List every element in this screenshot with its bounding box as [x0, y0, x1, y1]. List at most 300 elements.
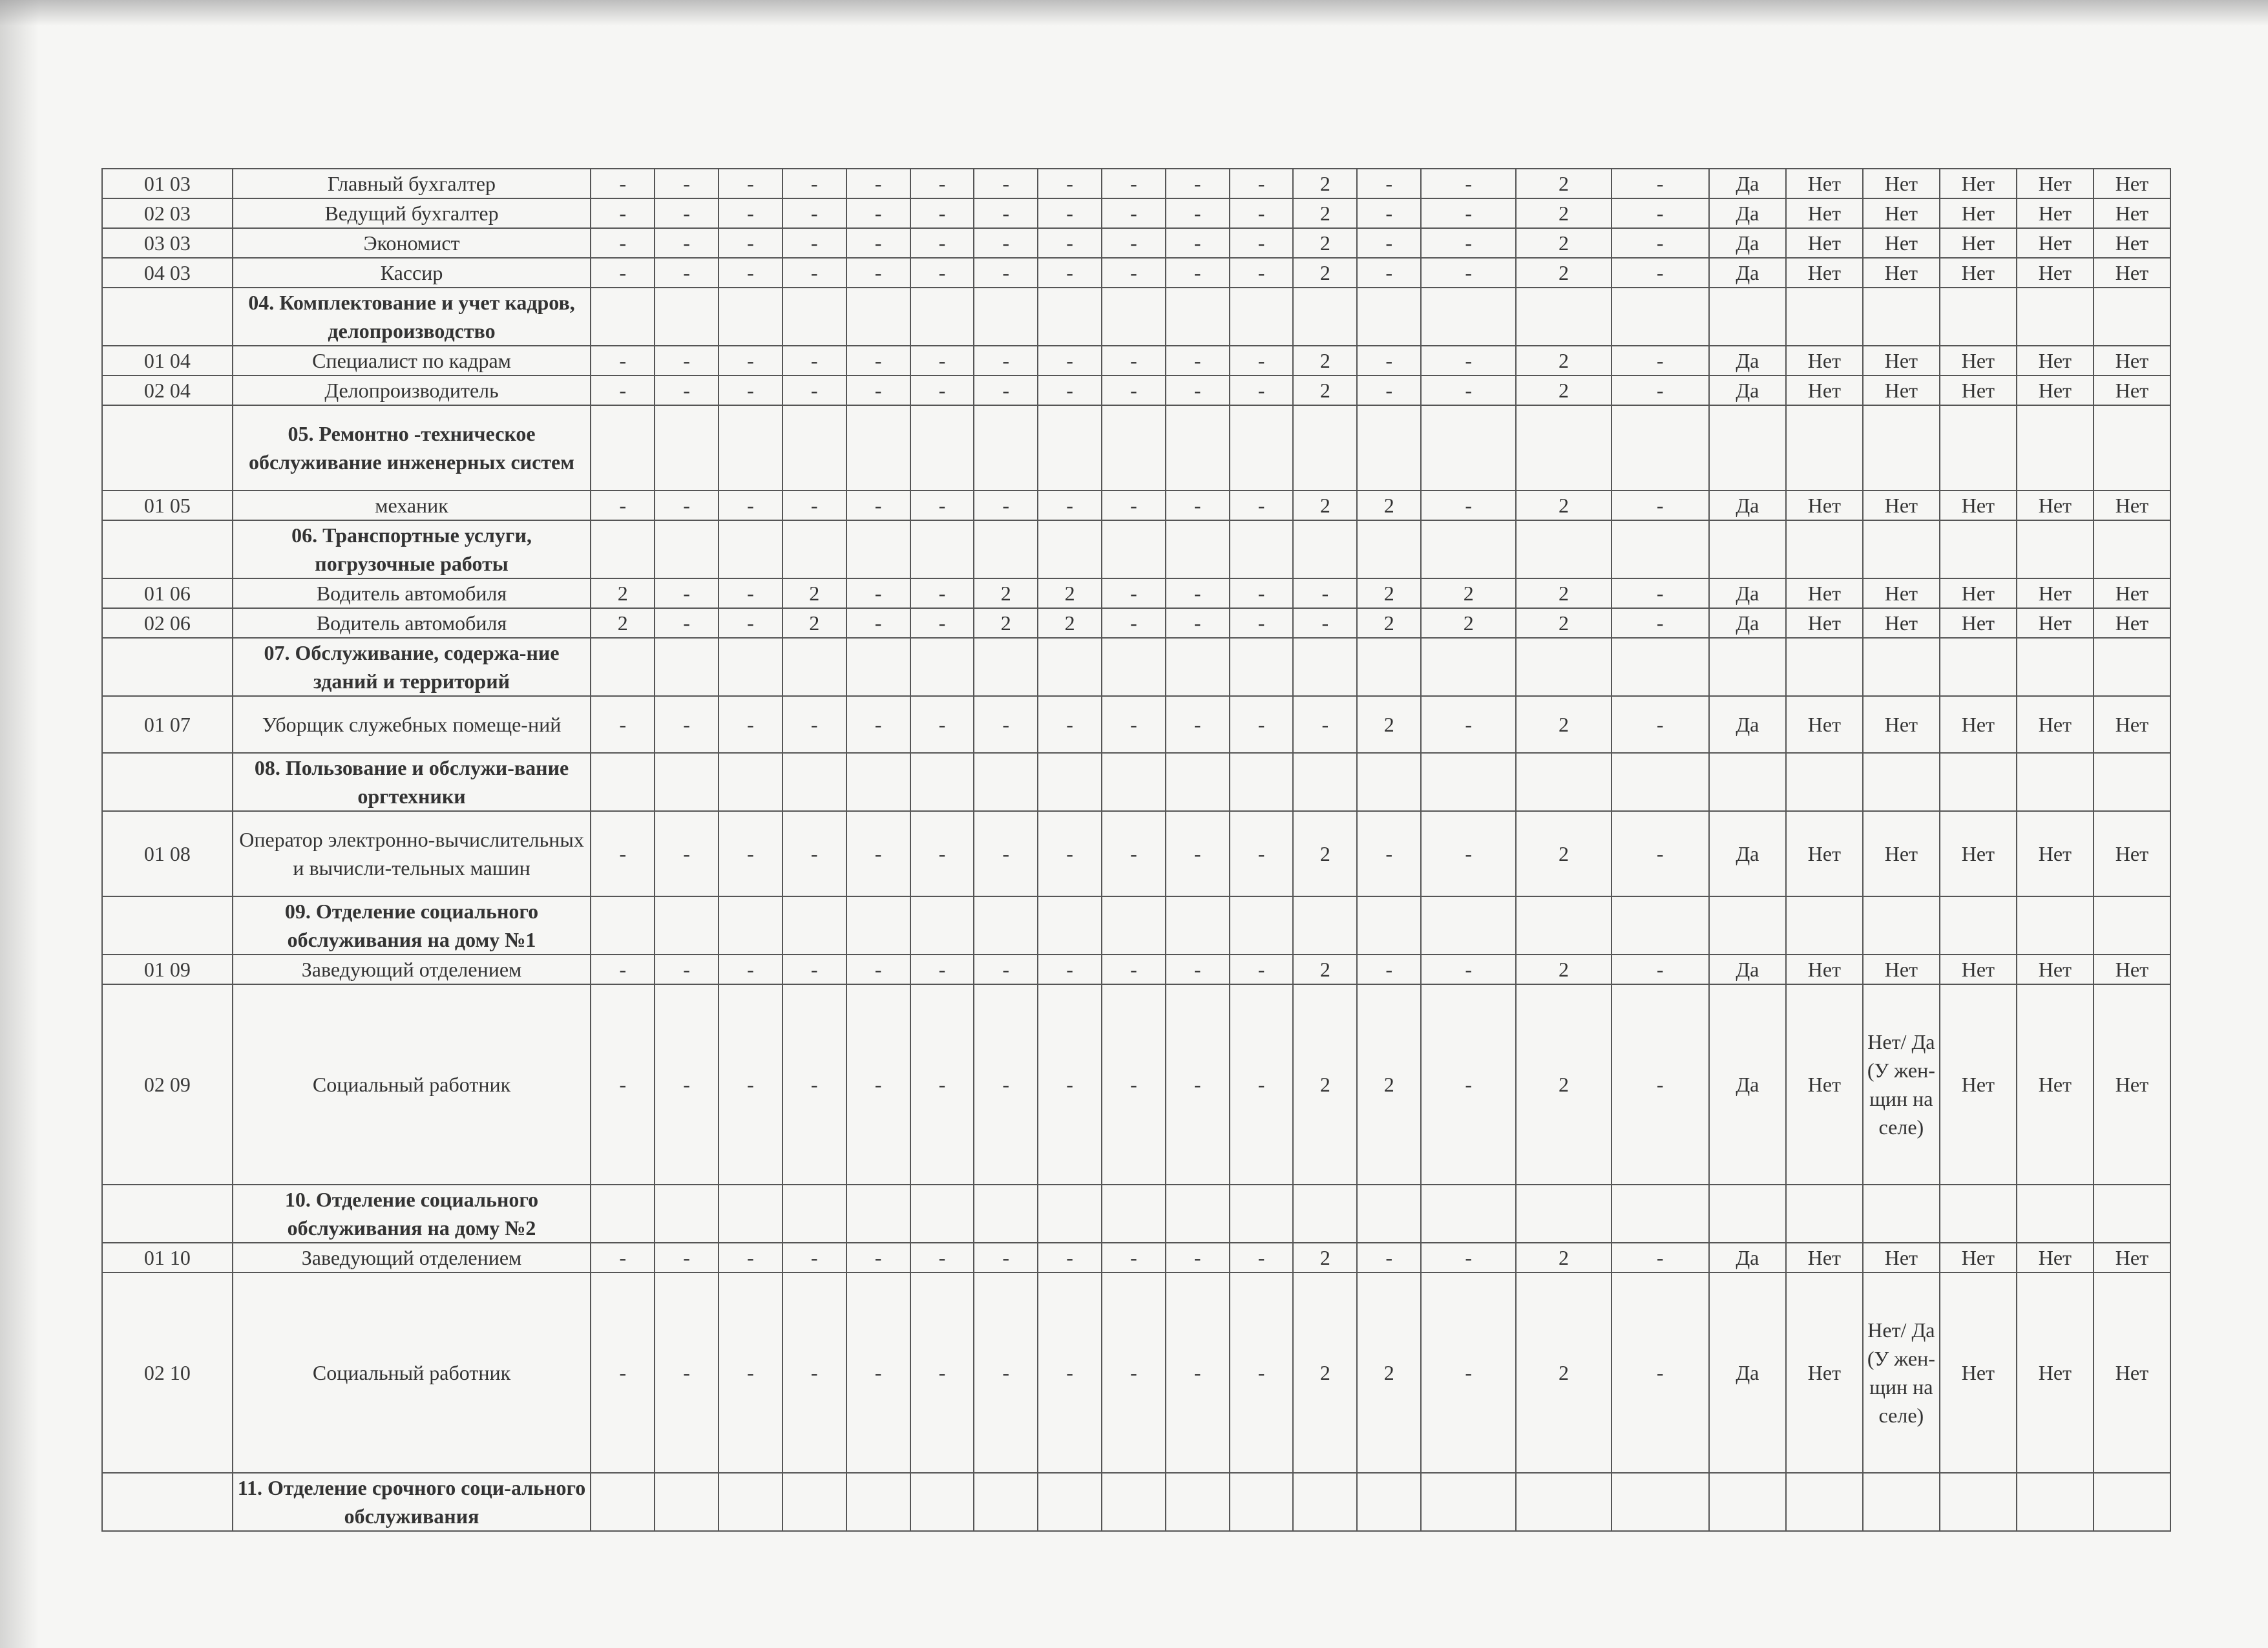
position-name: Ведущий бухгалтер — [233, 198, 591, 228]
value-cell: Нет — [1863, 578, 1940, 608]
row-code: 01 05 — [102, 491, 233, 520]
row-code: 01 06 — [102, 578, 233, 608]
value-cell: Да — [1709, 491, 1786, 520]
value-cell: Нет — [2017, 984, 2094, 1185]
value-cell: Нет — [1863, 169, 1940, 198]
value-cell: - — [655, 811, 719, 896]
value-cell — [1863, 1185, 1940, 1243]
value-cell: Нет — [1863, 608, 1940, 638]
value-cell — [974, 638, 1038, 696]
value-cell — [1612, 288, 1709, 346]
value-cell — [782, 753, 846, 811]
position-name: Экономист — [233, 228, 591, 258]
value-cell: Нет — [1940, 578, 2017, 608]
value-cell — [1516, 288, 1611, 346]
position-name: Водитель автомобиля — [233, 608, 591, 638]
value-cell — [1863, 753, 1940, 811]
value-cell — [1940, 753, 2017, 811]
value-cell: Да — [1709, 1243, 1786, 1273]
position-name: Водитель автомобиля — [233, 578, 591, 608]
value-cell: - — [655, 198, 719, 228]
value-cell — [1357, 1185, 1421, 1243]
value-cell — [1038, 1185, 1102, 1243]
value-cell — [1102, 753, 1166, 811]
value-cell: - — [591, 1243, 655, 1273]
value-cell: Нет — [1863, 696, 1940, 753]
section-title: 05. Ремонтно -техническое обслуживание инженерных систем — [233, 405, 591, 491]
value-cell — [1166, 520, 1230, 578]
value-cell: - — [1612, 346, 1709, 375]
value-cell: - — [1357, 811, 1421, 896]
value-cell — [846, 520, 910, 578]
value-cell — [1230, 753, 1294, 811]
value-cell — [846, 896, 910, 955]
value-cell — [1102, 520, 1166, 578]
value-cell: - — [655, 696, 719, 753]
value-cell — [910, 1473, 974, 1531]
value-cell — [974, 405, 1038, 491]
value-cell: - — [1421, 811, 1516, 896]
value-cell — [910, 405, 974, 491]
value-cell: - — [910, 811, 974, 896]
value-cell — [719, 288, 782, 346]
value-cell: - — [846, 811, 910, 896]
value-cell — [1166, 288, 1230, 346]
value-cell — [910, 520, 974, 578]
value-cell — [1357, 753, 1421, 811]
value-cell — [1357, 405, 1421, 491]
row-code: 02 10 — [102, 1273, 233, 1473]
value-cell: Нет — [1786, 984, 1863, 1185]
value-cell — [974, 288, 1038, 346]
value-cell: - — [1102, 984, 1166, 1185]
value-cell: - — [846, 608, 910, 638]
value-cell: 2 — [1516, 491, 1611, 520]
value-cell — [1230, 1473, 1294, 1531]
value-cell: - — [846, 228, 910, 258]
value-cell: - — [1421, 491, 1516, 520]
value-cell: Да — [1709, 984, 1786, 1185]
value-cell: - — [1166, 346, 1230, 375]
value-cell: - — [1612, 578, 1709, 608]
value-cell — [719, 638, 782, 696]
row-code: 01 03 — [102, 169, 233, 198]
value-cell: - — [782, 1273, 846, 1473]
position-name: Главный бухгалтер — [233, 169, 591, 198]
value-cell — [1421, 753, 1516, 811]
value-cell: - — [1102, 258, 1166, 288]
position-name: Делопроизводитель — [233, 375, 591, 405]
value-cell — [974, 753, 1038, 811]
value-cell — [655, 753, 719, 811]
value-cell — [1612, 638, 1709, 696]
value-cell: - — [974, 169, 1038, 198]
value-cell: - — [1166, 811, 1230, 896]
value-cell: 2 — [1516, 169, 1611, 198]
value-cell: - — [846, 169, 910, 198]
section-row — [102, 405, 2170, 491]
value-cell: - — [1357, 1243, 1421, 1273]
value-cell: 2 — [1357, 578, 1421, 608]
value-cell: 2 — [1293, 198, 1357, 228]
value-cell: - — [1038, 696, 1102, 753]
value-cell: Нет — [1786, 696, 1863, 753]
value-cell — [1038, 896, 1102, 955]
value-cell — [846, 638, 910, 696]
value-cell: - — [591, 169, 655, 198]
value-cell: Да — [1709, 811, 1786, 896]
value-cell — [1421, 1185, 1516, 1243]
value-cell — [1357, 520, 1421, 578]
section-title: 06. Транспортные услуги, погрузочные работы — [233, 520, 591, 578]
value-cell: Нет — [1786, 375, 1863, 405]
value-cell — [2094, 405, 2170, 491]
table-row — [102, 346, 2170, 375]
value-cell: - — [1038, 955, 1102, 984]
value-cell: - — [846, 696, 910, 753]
value-cell: - — [1612, 375, 1709, 405]
value-cell: - — [1038, 1273, 1102, 1473]
value-cell: 2 — [1038, 578, 1102, 608]
value-cell: - — [591, 375, 655, 405]
value-cell: - — [910, 346, 974, 375]
value-cell: - — [1612, 228, 1709, 258]
row-code: 02 03 — [102, 198, 233, 228]
value-cell: - — [974, 955, 1038, 984]
value-cell: 2 — [1357, 1273, 1421, 1473]
position-name: Социальный работник — [233, 1273, 591, 1473]
value-cell: - — [591, 811, 655, 896]
value-cell — [1102, 405, 1166, 491]
value-cell: Нет — [1863, 811, 1940, 896]
value-cell: - — [719, 1243, 782, 1273]
table-row — [102, 228, 2170, 258]
value-cell — [1940, 288, 2017, 346]
value-cell: - — [1102, 608, 1166, 638]
value-cell: Нет — [1786, 346, 1863, 375]
section-title: 10. Отделение социального обслуживания на дому №2 — [233, 1185, 591, 1243]
value-cell: - — [1293, 578, 1357, 608]
value-cell: - — [1166, 228, 1230, 258]
value-cell: - — [719, 955, 782, 984]
value-cell: - — [719, 984, 782, 1185]
table-row — [102, 578, 2170, 608]
value-cell — [2094, 520, 2170, 578]
value-cell: 2 — [782, 608, 846, 638]
value-cell: - — [1357, 228, 1421, 258]
value-cell — [910, 288, 974, 346]
value-cell — [2017, 1473, 2094, 1531]
value-cell: - — [719, 578, 782, 608]
value-cell: 2 — [1516, 346, 1611, 375]
row-code — [102, 896, 233, 955]
value-cell — [1709, 288, 1786, 346]
value-cell: Да — [1709, 198, 1786, 228]
value-cell: Нет — [1786, 1243, 1863, 1273]
value-cell: - — [1102, 198, 1166, 228]
value-cell — [2017, 1185, 2094, 1243]
value-cell: 2 — [591, 578, 655, 608]
value-cell — [1863, 1473, 1940, 1531]
value-cell: 2 — [1516, 1273, 1611, 1473]
table-row — [102, 258, 2170, 288]
value-cell: - — [974, 258, 1038, 288]
value-cell: Нет — [2017, 198, 2094, 228]
value-cell: - — [591, 258, 655, 288]
value-cell: Нет — [2017, 1273, 2094, 1473]
value-cell: - — [1612, 811, 1709, 896]
value-cell: - — [1166, 608, 1230, 638]
position-name: Заведующий отделением — [233, 1243, 591, 1273]
value-cell: - — [1421, 696, 1516, 753]
value-cell: - — [655, 1273, 719, 1473]
value-cell: 2 — [1293, 491, 1357, 520]
value-cell: - — [1038, 198, 1102, 228]
value-cell — [910, 1185, 974, 1243]
value-cell: Нет — [1786, 1273, 1863, 1473]
value-cell: - — [1166, 258, 1230, 288]
value-cell — [1709, 753, 1786, 811]
value-cell: - — [655, 578, 719, 608]
section-title: 11. Отделение срочного соци-ального обслуживания — [233, 1473, 591, 1531]
value-cell: - — [846, 375, 910, 405]
section-title: 04. Комплектование и учет кадров, делопроизводство — [233, 288, 591, 346]
value-cell: - — [846, 1243, 910, 1273]
value-cell — [1786, 405, 1863, 491]
value-cell: Нет — [2017, 491, 2094, 520]
value-cell — [1293, 405, 1357, 491]
row-code — [102, 638, 233, 696]
value-cell: Нет — [1786, 608, 1863, 638]
value-cell: - — [591, 198, 655, 228]
value-cell — [782, 896, 846, 955]
row-code — [102, 520, 233, 578]
value-cell: 2 — [1357, 696, 1421, 753]
value-cell — [1102, 288, 1166, 346]
value-cell: - — [782, 955, 846, 984]
value-cell: Да — [1709, 228, 1786, 258]
value-cell — [1612, 753, 1709, 811]
value-cell: 2 — [1516, 375, 1611, 405]
value-cell: Нет — [2017, 608, 2094, 638]
value-cell: - — [974, 375, 1038, 405]
value-cell — [1038, 288, 1102, 346]
value-cell: - — [655, 1243, 719, 1273]
value-cell: - — [655, 258, 719, 288]
value-cell: - — [846, 198, 910, 228]
value-cell: 2 — [1516, 1243, 1611, 1273]
value-cell: Нет — [2094, 696, 2170, 753]
value-cell: - — [591, 696, 655, 753]
value-cell: - — [1230, 491, 1294, 520]
value-cell: - — [974, 696, 1038, 753]
value-cell: - — [591, 1273, 655, 1473]
value-cell — [1516, 896, 1611, 955]
value-cell: - — [846, 578, 910, 608]
value-cell: - — [1038, 1243, 1102, 1273]
value-cell — [2094, 1185, 2170, 1243]
table-row — [102, 1243, 2170, 1273]
value-cell: 2 — [591, 608, 655, 638]
value-cell: Нет — [2094, 258, 2170, 288]
value-cell — [782, 638, 846, 696]
value-cell — [2017, 638, 2094, 696]
value-cell: - — [910, 198, 974, 228]
value-cell: - — [1612, 258, 1709, 288]
value-cell: - — [1102, 811, 1166, 896]
value-cell: Нет — [2094, 491, 2170, 520]
value-cell: - — [1038, 346, 1102, 375]
value-cell: - — [1102, 696, 1166, 753]
value-cell — [2094, 1473, 2170, 1531]
value-cell — [591, 1473, 655, 1531]
value-cell: 2 — [1516, 228, 1611, 258]
value-cell — [1357, 288, 1421, 346]
value-cell — [1038, 520, 1102, 578]
value-cell: Нет — [1786, 169, 1863, 198]
value-cell: - — [1421, 1273, 1516, 1473]
value-cell — [655, 638, 719, 696]
section-row — [102, 638, 2170, 696]
value-cell — [1516, 1185, 1611, 1243]
value-cell — [1786, 896, 1863, 955]
value-cell — [1230, 638, 1294, 696]
value-cell: - — [910, 491, 974, 520]
value-cell: Нет — [2094, 228, 2170, 258]
value-cell: - — [974, 1273, 1038, 1473]
value-cell: - — [719, 696, 782, 753]
value-cell: - — [1357, 198, 1421, 228]
value-cell: - — [782, 375, 846, 405]
value-cell — [719, 1185, 782, 1243]
value-cell: - — [910, 578, 974, 608]
value-cell — [1612, 405, 1709, 491]
value-cell: Нет — [1940, 1273, 2017, 1473]
value-cell — [1421, 520, 1516, 578]
value-cell: - — [782, 1243, 846, 1273]
table-row — [102, 491, 2170, 520]
value-cell: - — [1421, 1243, 1516, 1273]
value-cell: - — [1612, 169, 1709, 198]
value-cell — [1166, 1473, 1230, 1531]
value-cell — [846, 1185, 910, 1243]
table-row — [102, 984, 2170, 1185]
value-cell — [1612, 896, 1709, 955]
value-cell — [1293, 520, 1357, 578]
value-cell: - — [1293, 608, 1357, 638]
value-cell — [910, 753, 974, 811]
value-cell: - — [1612, 1243, 1709, 1273]
value-cell — [846, 1473, 910, 1531]
section-title: 08. Пользование и обслужи-вание оргтехники — [233, 753, 591, 811]
value-cell: - — [1102, 1243, 1166, 1273]
value-cell: - — [591, 984, 655, 1185]
value-cell: - — [910, 696, 974, 753]
value-cell: Нет — [2094, 955, 2170, 984]
value-cell: Нет — [2094, 346, 2170, 375]
row-code: 03 03 — [102, 228, 233, 258]
value-cell: 2 — [1516, 608, 1611, 638]
value-cell: - — [782, 696, 846, 753]
value-cell: - — [846, 346, 910, 375]
row-code: 01 08 — [102, 811, 233, 896]
value-cell: - — [1038, 258, 1102, 288]
value-cell: - — [1102, 1273, 1166, 1473]
value-cell: 2 — [1293, 169, 1357, 198]
value-cell: Да — [1709, 346, 1786, 375]
value-cell: - — [591, 346, 655, 375]
value-cell: Нет — [1940, 696, 2017, 753]
value-cell: - — [1230, 608, 1294, 638]
value-cell — [719, 896, 782, 955]
value-cell: - — [1612, 1273, 1709, 1473]
value-cell — [655, 405, 719, 491]
value-cell: 2 — [782, 578, 846, 608]
section-row — [102, 1473, 2170, 1531]
value-cell: Нет — [1940, 258, 2017, 288]
table-row — [102, 955, 2170, 984]
value-cell: - — [655, 228, 719, 258]
value-cell — [846, 405, 910, 491]
value-cell: - — [1166, 491, 1230, 520]
value-cell: - — [1230, 169, 1294, 198]
value-cell — [1421, 896, 1516, 955]
value-cell: 2 — [1293, 375, 1357, 405]
value-cell: Нет — [2094, 608, 2170, 638]
value-cell: 2 — [1293, 955, 1357, 984]
value-cell: - — [591, 491, 655, 520]
value-cell — [1516, 638, 1611, 696]
value-cell: - — [591, 228, 655, 258]
value-cell — [1516, 753, 1611, 811]
value-cell: - — [782, 169, 846, 198]
value-cell — [1786, 520, 1863, 578]
row-code: 02 06 — [102, 608, 233, 638]
value-cell — [1421, 1473, 1516, 1531]
value-cell — [1786, 1473, 1863, 1531]
value-cell: - — [719, 608, 782, 638]
value-cell: Нет — [2094, 984, 2170, 1185]
value-cell: Да — [1709, 955, 1786, 984]
value-cell: - — [719, 198, 782, 228]
value-cell — [1516, 520, 1611, 578]
position-name: механик — [233, 491, 591, 520]
table-row — [102, 198, 2170, 228]
value-cell — [1421, 405, 1516, 491]
value-cell — [1038, 405, 1102, 491]
value-cell: - — [910, 375, 974, 405]
value-cell — [1863, 896, 1940, 955]
value-cell: 2 — [1516, 811, 1611, 896]
value-cell — [1166, 405, 1230, 491]
value-cell — [782, 520, 846, 578]
value-cell — [782, 1185, 846, 1243]
value-cell: - — [1230, 984, 1294, 1185]
value-cell — [846, 753, 910, 811]
row-code: 01 10 — [102, 1243, 233, 1273]
value-cell: 2 — [1293, 1273, 1357, 1473]
value-cell — [591, 1185, 655, 1243]
row-code: 01 09 — [102, 955, 233, 984]
value-cell — [1612, 1185, 1709, 1243]
value-cell: - — [782, 258, 846, 288]
value-cell: - — [1166, 1243, 1230, 1273]
value-cell: - — [1230, 1273, 1294, 1473]
value-cell — [1709, 896, 1786, 955]
value-cell — [1786, 288, 1863, 346]
value-cell: - — [1421, 258, 1516, 288]
scan-edge — [0, 0, 39, 1648]
